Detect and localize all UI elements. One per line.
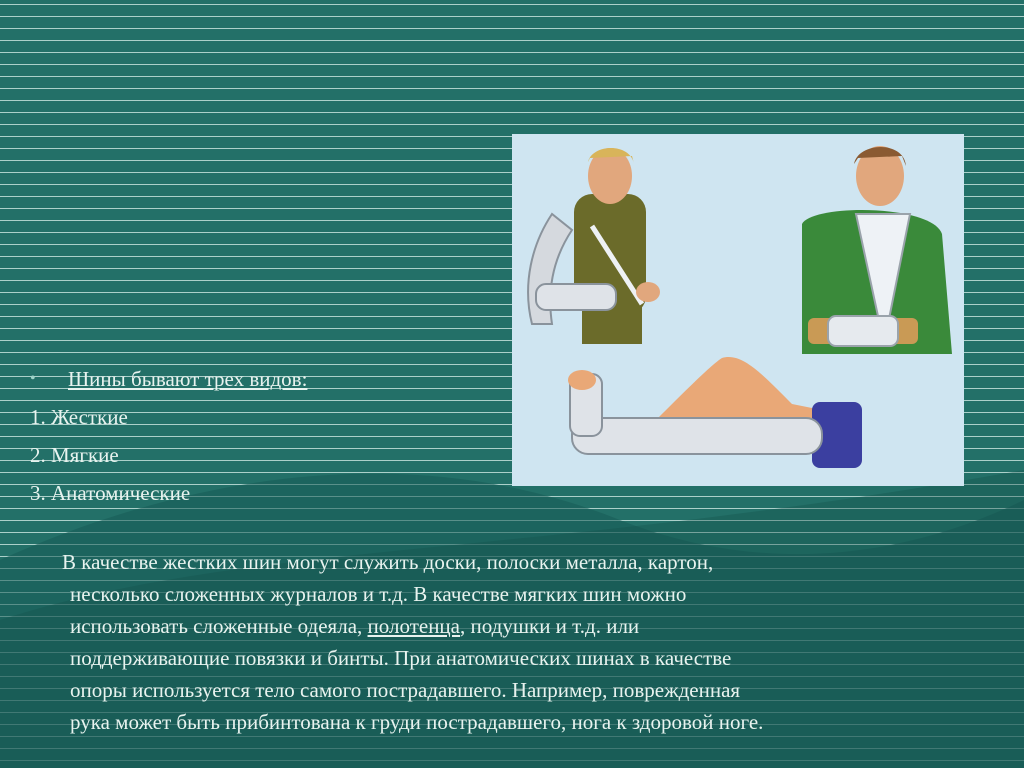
list-item: 2. Мягкие bbox=[30, 443, 119, 467]
splint-types-list bbox=[30, 360, 307, 512]
list-heading bbox=[30, 360, 307, 398]
paragraph-line: рука может быть прибинтована к груди пострадавшего, нога к здоровой ноге. bbox=[70, 710, 764, 734]
towel-link[interactable]: полотенца bbox=[367, 614, 460, 638]
list-heading-text: Шины бывают трех видов: bbox=[68, 367, 308, 391]
paragraph-text: использовать сложенные одеяла, bbox=[70, 614, 368, 638]
paragraph-line: поддерживающие повязки и бинты. При анатомических шинах в качестве bbox=[70, 646, 732, 670]
list-item: 3. Анатомические bbox=[30, 481, 191, 505]
splint-illustration bbox=[512, 134, 964, 486]
paragraph-text: , подушки и т.д. или bbox=[460, 614, 640, 638]
paragraph-line: опоры используется тело самого пострадавшего. Например, поврежденная bbox=[70, 678, 741, 702]
paragraph-line: несколько сложенных журналов и т.д. В качестве мягких шин можно bbox=[70, 582, 687, 606]
first-aid-image bbox=[512, 134, 964, 486]
list-item: 1. Жесткие bbox=[30, 405, 128, 429]
paragraph-line bbox=[62, 610, 992, 642]
paragraph-line: В качестве жестких шин могут служить доски, полоски металла, картон, bbox=[62, 550, 714, 574]
bullet-icon: • bbox=[30, 370, 36, 387]
description-paragraph bbox=[62, 546, 992, 738]
